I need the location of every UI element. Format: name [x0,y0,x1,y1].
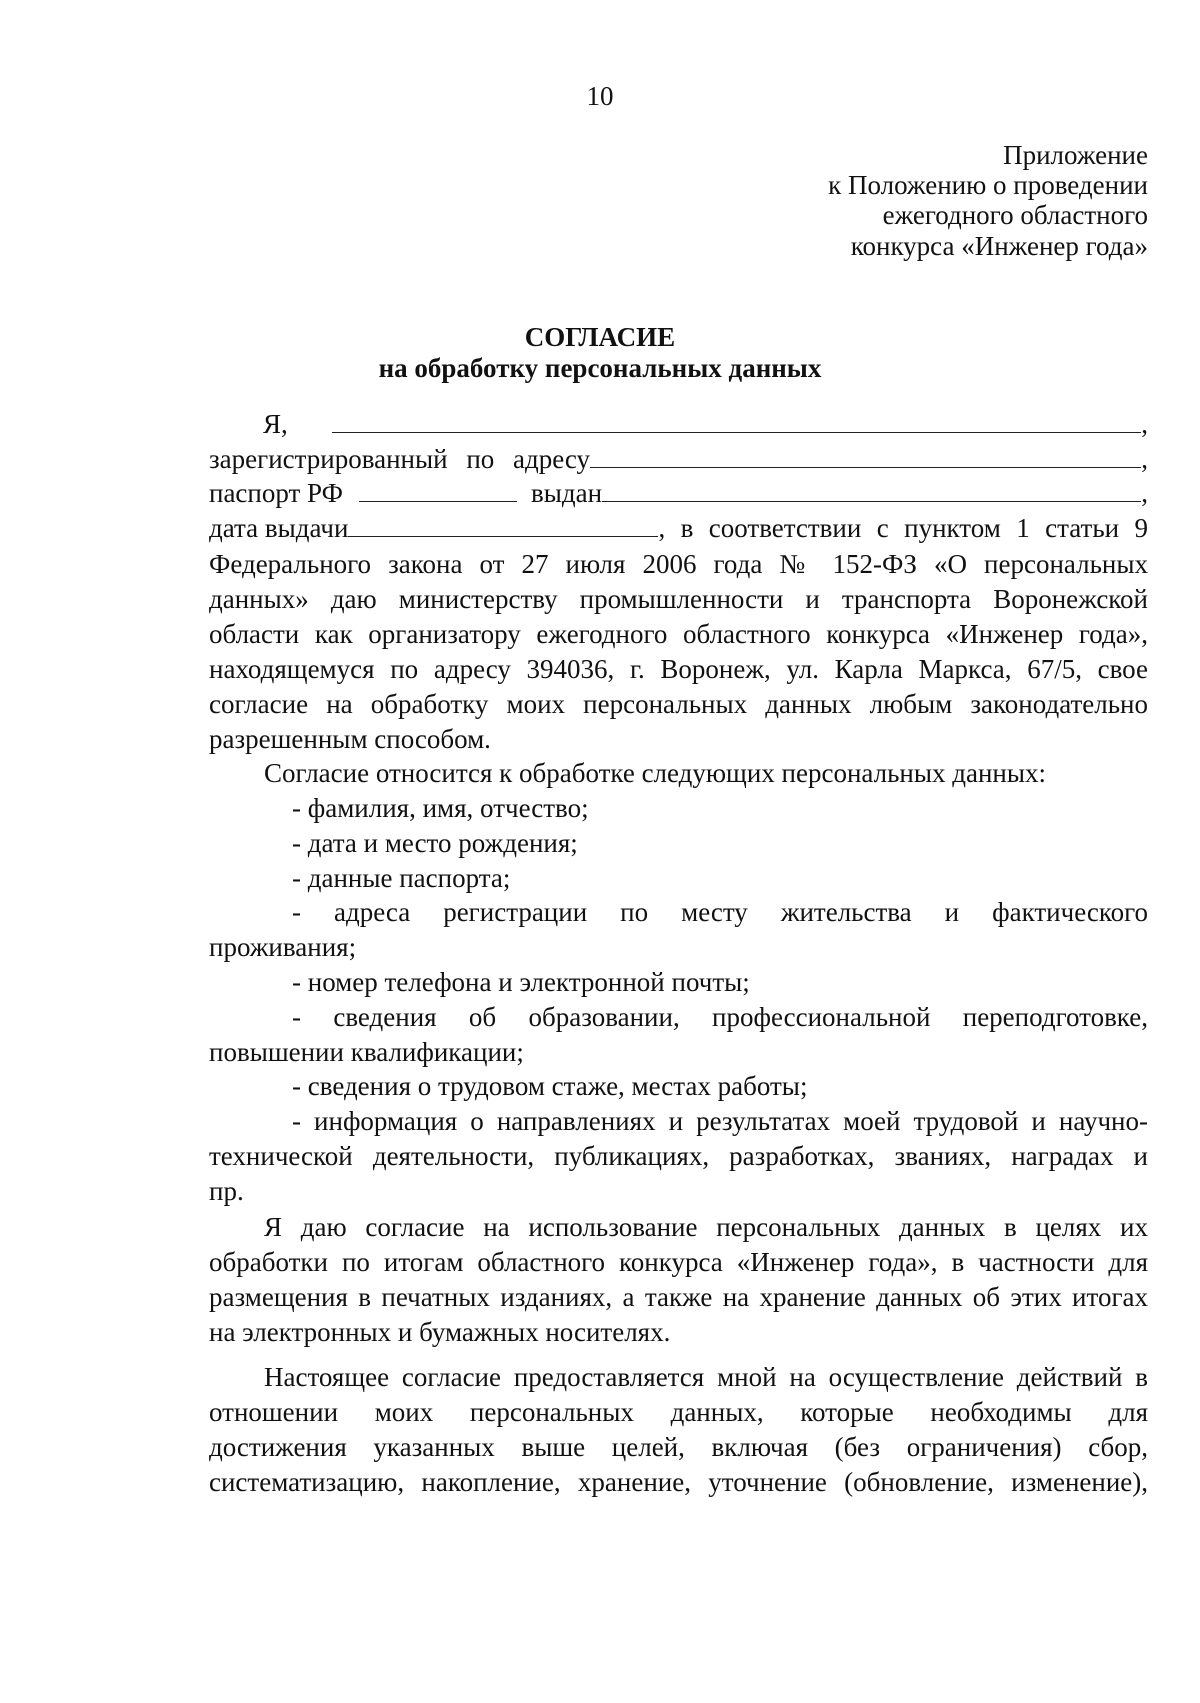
list-intro: Согласие относится к обработке следующих персональных данных: [264,758,1047,788]
page-number: 10 [586,81,614,111]
registered-label: зарегистрированный по адресу [209,444,591,474]
form-line-name [263,406,1148,442]
body-line: согласие на обработку моих персональных данных любым законодательно [209,689,1148,719]
list-item: - сведения о трудовом стаже, местах работы; [292,1071,808,1101]
appendix-line-1: Приложение [1003,140,1148,170]
issue-date-blank[interactable] [348,510,658,537]
body-line: Федерального закона от 27 июля 2006 года № 152-ФЗ «О персональных [209,549,1148,579]
form-line-address [209,441,1148,477]
paragraph-line: обработки по итогам областного конкурса «Инженер года», в частности для [209,1247,1148,1277]
list-item: - адреса регистрации по месту жительства и фактического [292,897,1148,927]
issued-label: выдан [530,478,603,508]
list-item-continued: проживания; [209,932,357,962]
form-line-date [209,510,1148,546]
list-item: - номер телефона и электронной почты; [292,967,750,997]
paragraph-line: размещения в печатных изданиях, а также на хранение данных об этих итогах [209,1282,1148,1312]
list-item: - фамилия, имя, отчество; [292,793,589,823]
law-start: , в соответствии с пунктом 1 статьи 9 [658,513,1148,543]
list-item: - дата и место рождения; [292,828,578,858]
list-item-continued: технической деятельности, публикациях, разработках, званиях, наградах и [209,1141,1148,1171]
body-line: данных» даю министерству промышленности и транспорта Воронежской [209,584,1148,614]
document-title: СОГЛАСИЕ [524,322,676,352]
appendix-line-4: конкурса «Инженер года» [850,231,1148,261]
form-line-passport [209,475,1148,511]
comma: , [1141,478,1148,508]
paragraph-line: Я даю согласие на использование персональных данных в целях их [264,1212,1148,1242]
list-item: - сведения об образовании, профессиональной переподготовке, [292,1002,1148,1032]
passport-number-blank[interactable] [359,475,517,502]
appendix-line-3: ежегодного областного [882,200,1148,230]
body-line: находящемуся по адресу 394036, г. Воронеж, ул. Карла Маркса, 67/5, свое [209,654,1148,684]
comma: , [1141,409,1148,439]
paragraph-line: отношении моих персональных данных, которые необходимы для [209,1397,1148,1427]
paragraph-line: на электронных и бумажных носителях. [209,1317,671,1347]
paragraph-line: Настоящее согласие предоставляется мной на осуществление действий в [264,1362,1148,1392]
comma: , [1141,444,1148,474]
list-item-continued: пр. [209,1176,244,1206]
list-item: - данные паспорта; [292,863,511,893]
issue-date-label: дата выдачи [209,513,349,543]
paragraph-line: достижения указанных выше целей, включая (без ограничения) сбор, [209,1432,1148,1462]
body-line: разрешенным способом. [209,724,491,754]
list-item-continued: повышении квалификации; [209,1037,524,1067]
passport-label: паспорт РФ [209,478,343,508]
document-subtitle: на обработку персональных данных [378,353,822,383]
name-blank[interactable] [332,406,1141,433]
issued-by-blank[interactable] [602,475,1141,502]
ya-label: Я, [263,409,288,439]
appendix-line-2: к Положению о проведении [828,170,1148,200]
paragraph-line: систематизацию, накопление, хранение, уточнение (обновление, изменение), [209,1467,1148,1497]
address-blank[interactable] [590,441,1141,468]
list-item: - информация о направлениях и результатах моей трудовой и научно- [292,1106,1148,1136]
body-line: области как организатору ежегодного областного конкурса «Инженер года», [209,619,1148,649]
